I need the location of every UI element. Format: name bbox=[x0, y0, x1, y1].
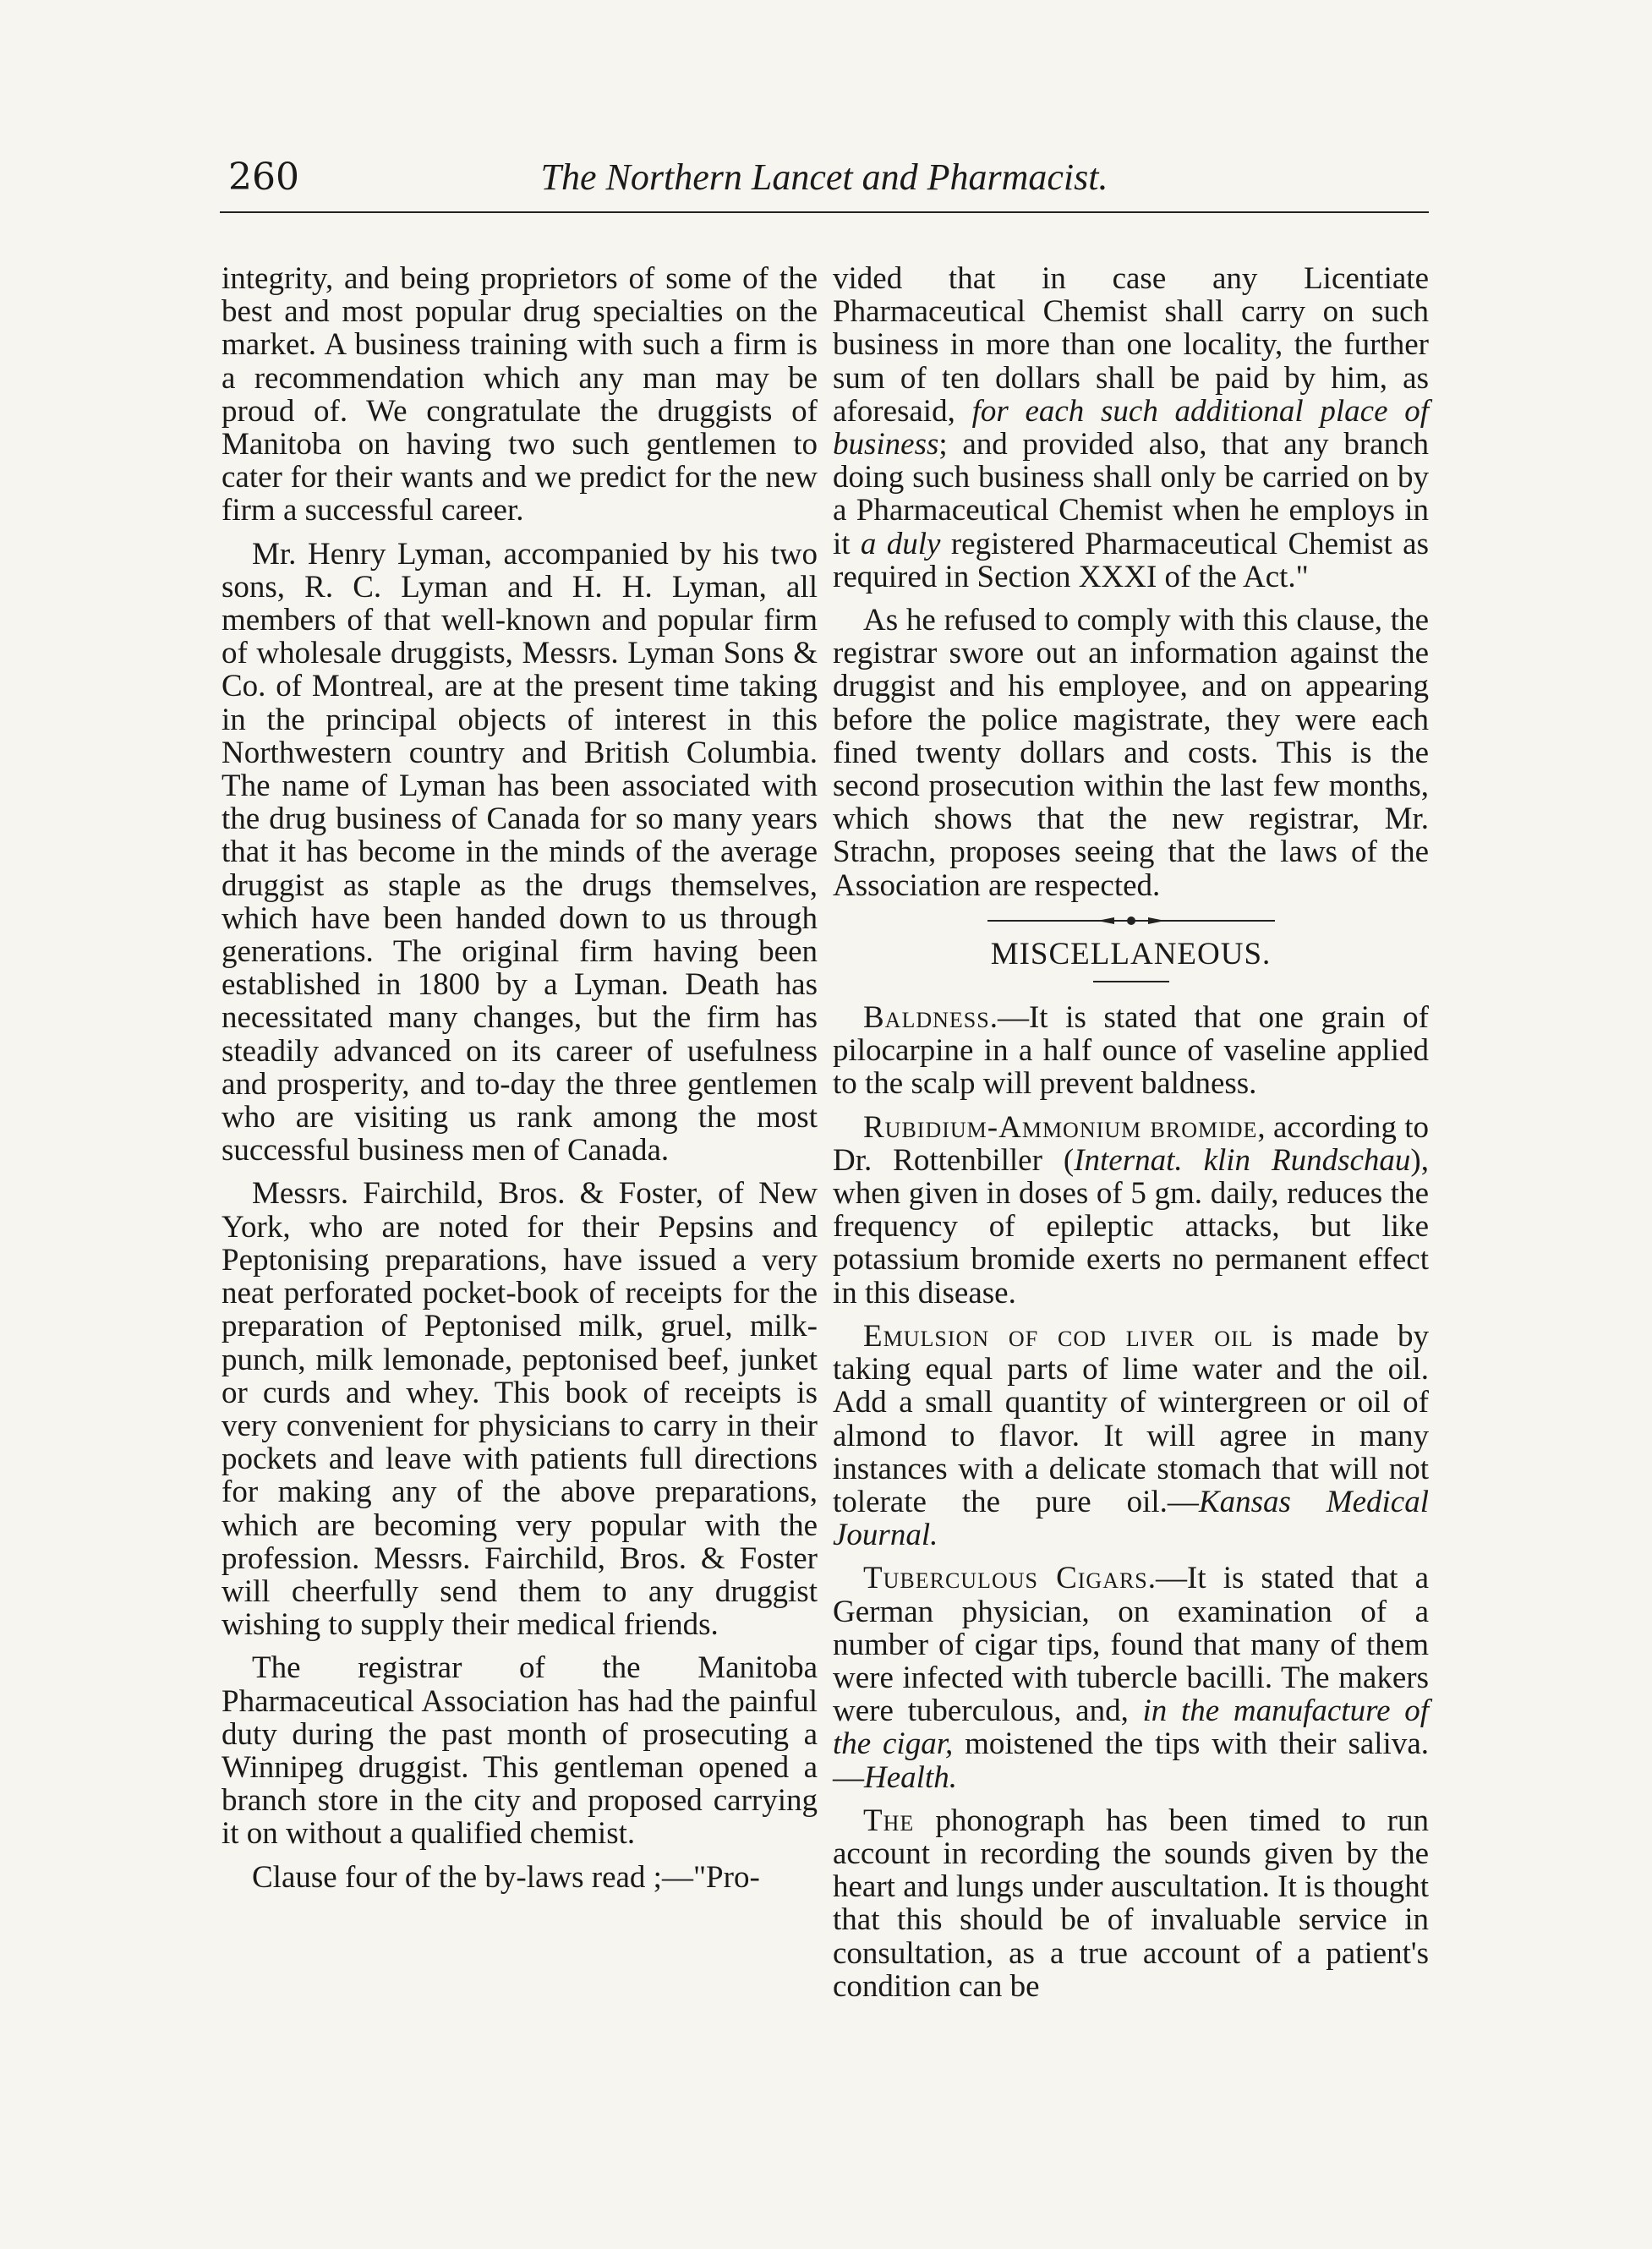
paragraph-phonograph bbox=[833, 1804, 1429, 2003]
rubidium-source: Internat. klin Rundschau bbox=[1074, 1142, 1411, 1178]
emulsion-heading: Emulsion of cod liver oil bbox=[863, 1318, 1254, 1354]
paragraph-fairchild: Messrs. Fairchild, Bros. & Foster, of New York, who are noted for their Pepsins and Peptonising preparations, have issued a very neat perforated pocket-book of receipts for the preparation of Peptonised milk, gruel, milk-punch, milk lemonade, peptonised beef, junket or curds and whey. This book of receipts is very convenient for physicians to carry in their pockets and leave with patients full directions for making any of the above preparations, which are becoming very popular with the profession. Messrs. Fairchild, Bros. & Foster will cheerfully send them to any druggist wishing to supply their medical friends. bbox=[222, 1176, 818, 1643]
rubidium-text-a: , according to Dr. Rottenbiller ( bbox=[833, 1109, 1429, 1178]
paragraph-clause-continued bbox=[833, 262, 1429, 594]
page-number: 260 bbox=[228, 156, 299, 199]
paragraph-registrar: The registrar of the Manitoba Pharmaceutical Association has had the painful duty during the past month of prosecuting a Winnipeg druggist. This gentleman opened a branch store in the city and proposed carrying it on without a qualified chemist. bbox=[222, 1650, 818, 1852]
rubidium-text-b: ), when given in doses of 5 gm. daily, reduces the frequency of epileptic attacks, but like potassium bromide exerts no permanent effect in this disease. bbox=[833, 1142, 1429, 1311]
paragraph-emulsion bbox=[833, 1320, 1429, 1551]
clause-text-c: ; and provided also, that any branch doing such business shall only be carried on by a Pharmaceutical Chemist when he employs in it bbox=[833, 427, 1429, 561]
cigars-text-c: moistened the tips with their saliva.— bbox=[833, 1726, 1429, 1795]
cigars-text-italic-b: in the manufacture of the cigar, bbox=[833, 1694, 1429, 1762]
emulsion-source: Kansas Medical Journal. bbox=[833, 1484, 1429, 1553]
section-rule bbox=[1093, 981, 1169, 982]
paragraph-lyman: Mr. Henry Lyman, accompanied by his two sons, R. C. Lyman and H. H. Lyman, all members of that well-known and popular firm of wholesale druggists, Messrs. Lyman Sons & Co. of Montreal, are at the present time taking in the principal objects of interest in this Northwestern country and British Columbia. The name of Lyman has been associated with the drug business of Canada for so many years that it has become in the minds of the average druggist as staple as the drugs themselves, which have been handed down to us through generations. The original firm having been established in 1800 by a Lyman. Death has necessitated many changes, but the firm has steadily advanced on its career of usefulness and prosperity, and to-day the three gentlemen who are visiting us rank among the most successful business men of Canada. bbox=[222, 536, 818, 1168]
paragraph-clause-four: Clause four of the by-laws read ;—"Pro- bbox=[252, 1859, 760, 1895]
paragraph-prosecution: As he refused to comply with this clause, the registrar swore out an information against the druggist and his employee, and on appearing before the police magistrate, they were each fined twenty dollars and costs. This is the second prosecution within the last few months, which shows that the new registrar, Mr. Strachn, proposes seeing that the laws of the Association are respected. bbox=[833, 603, 1429, 903]
paragraph-rubidium bbox=[833, 1111, 1429, 1310]
ornament-divider-icon bbox=[987, 912, 1275, 929]
running-head bbox=[220, 152, 1429, 213]
clause-text-e: registered Pharmaceutical Chemist as required in Section XXXI of the Act." bbox=[833, 526, 1429, 594]
rubidium-heading: Rubidium-Ammonium bromide bbox=[863, 1109, 1258, 1145]
cigars-heading: Tuberculous Cigars bbox=[863, 1561, 1148, 1596]
cigars-text-a: .—It is stated that a German physician, on examination of a number of cigar tips, found that many of them were infected with tubercle bacilli. The makers were tuberculous, and, bbox=[833, 1561, 1429, 1729]
section-title-miscellaneous: MISCELLANEOUS. bbox=[990, 936, 1272, 971]
paragraph-integrity: integrity, and being proprietors of some of the best and most popular drug specialties on the market. A business training with such a firm is a recommendation which any man may be proud of. We congratulate the druggists of Manitoba on having two such gentlemen to cater for their wants and we predict for the new firm a successful career. bbox=[222, 261, 818, 528]
journal-title: The Northern Lancet and Pharmacist. bbox=[540, 156, 1108, 198]
left-column bbox=[222, 262, 818, 1904]
baldness-text: .—It is stated that one grain of pilocarpine in a half ounce of vaseline applied to the scalp will prevent baldness. bbox=[833, 1000, 1429, 1102]
paragraph-baldness bbox=[833, 1001, 1429, 1101]
clause-text-italic-d: a duly bbox=[860, 526, 941, 561]
cigars-source: Health. bbox=[864, 1759, 957, 1795]
right-column bbox=[833, 262, 1429, 2013]
paragraph-cigars bbox=[833, 1562, 1429, 1793]
phonograph-text: phonograph has been timed to run account in recording the sounds given by the heart and lungs under auscultation. It is thought that this should be of invaluable service in consultation, as a true account of a patient's condition can be bbox=[833, 1803, 1429, 2004]
emulsion-text: is made by taking equal parts of lime water and the oil. Add a small quantity of wintergreen or oil of almond to flavor. It will agree in many instances with a delicate stomach that will not tolerate the pure oil.— bbox=[833, 1318, 1429, 1519]
phonograph-heading: The bbox=[863, 1803, 915, 1838]
clause-text-italic-b: for each such additional place of business bbox=[833, 393, 1429, 462]
clause-text-a: vided that in case any Licentiate Pharmaceutical Chemist shall carry on such business in more than one locality, the further sum of ten dollars shall be paid by him, as aforesaid, bbox=[833, 261, 1429, 429]
baldness-heading: Baldness bbox=[863, 1000, 990, 1036]
